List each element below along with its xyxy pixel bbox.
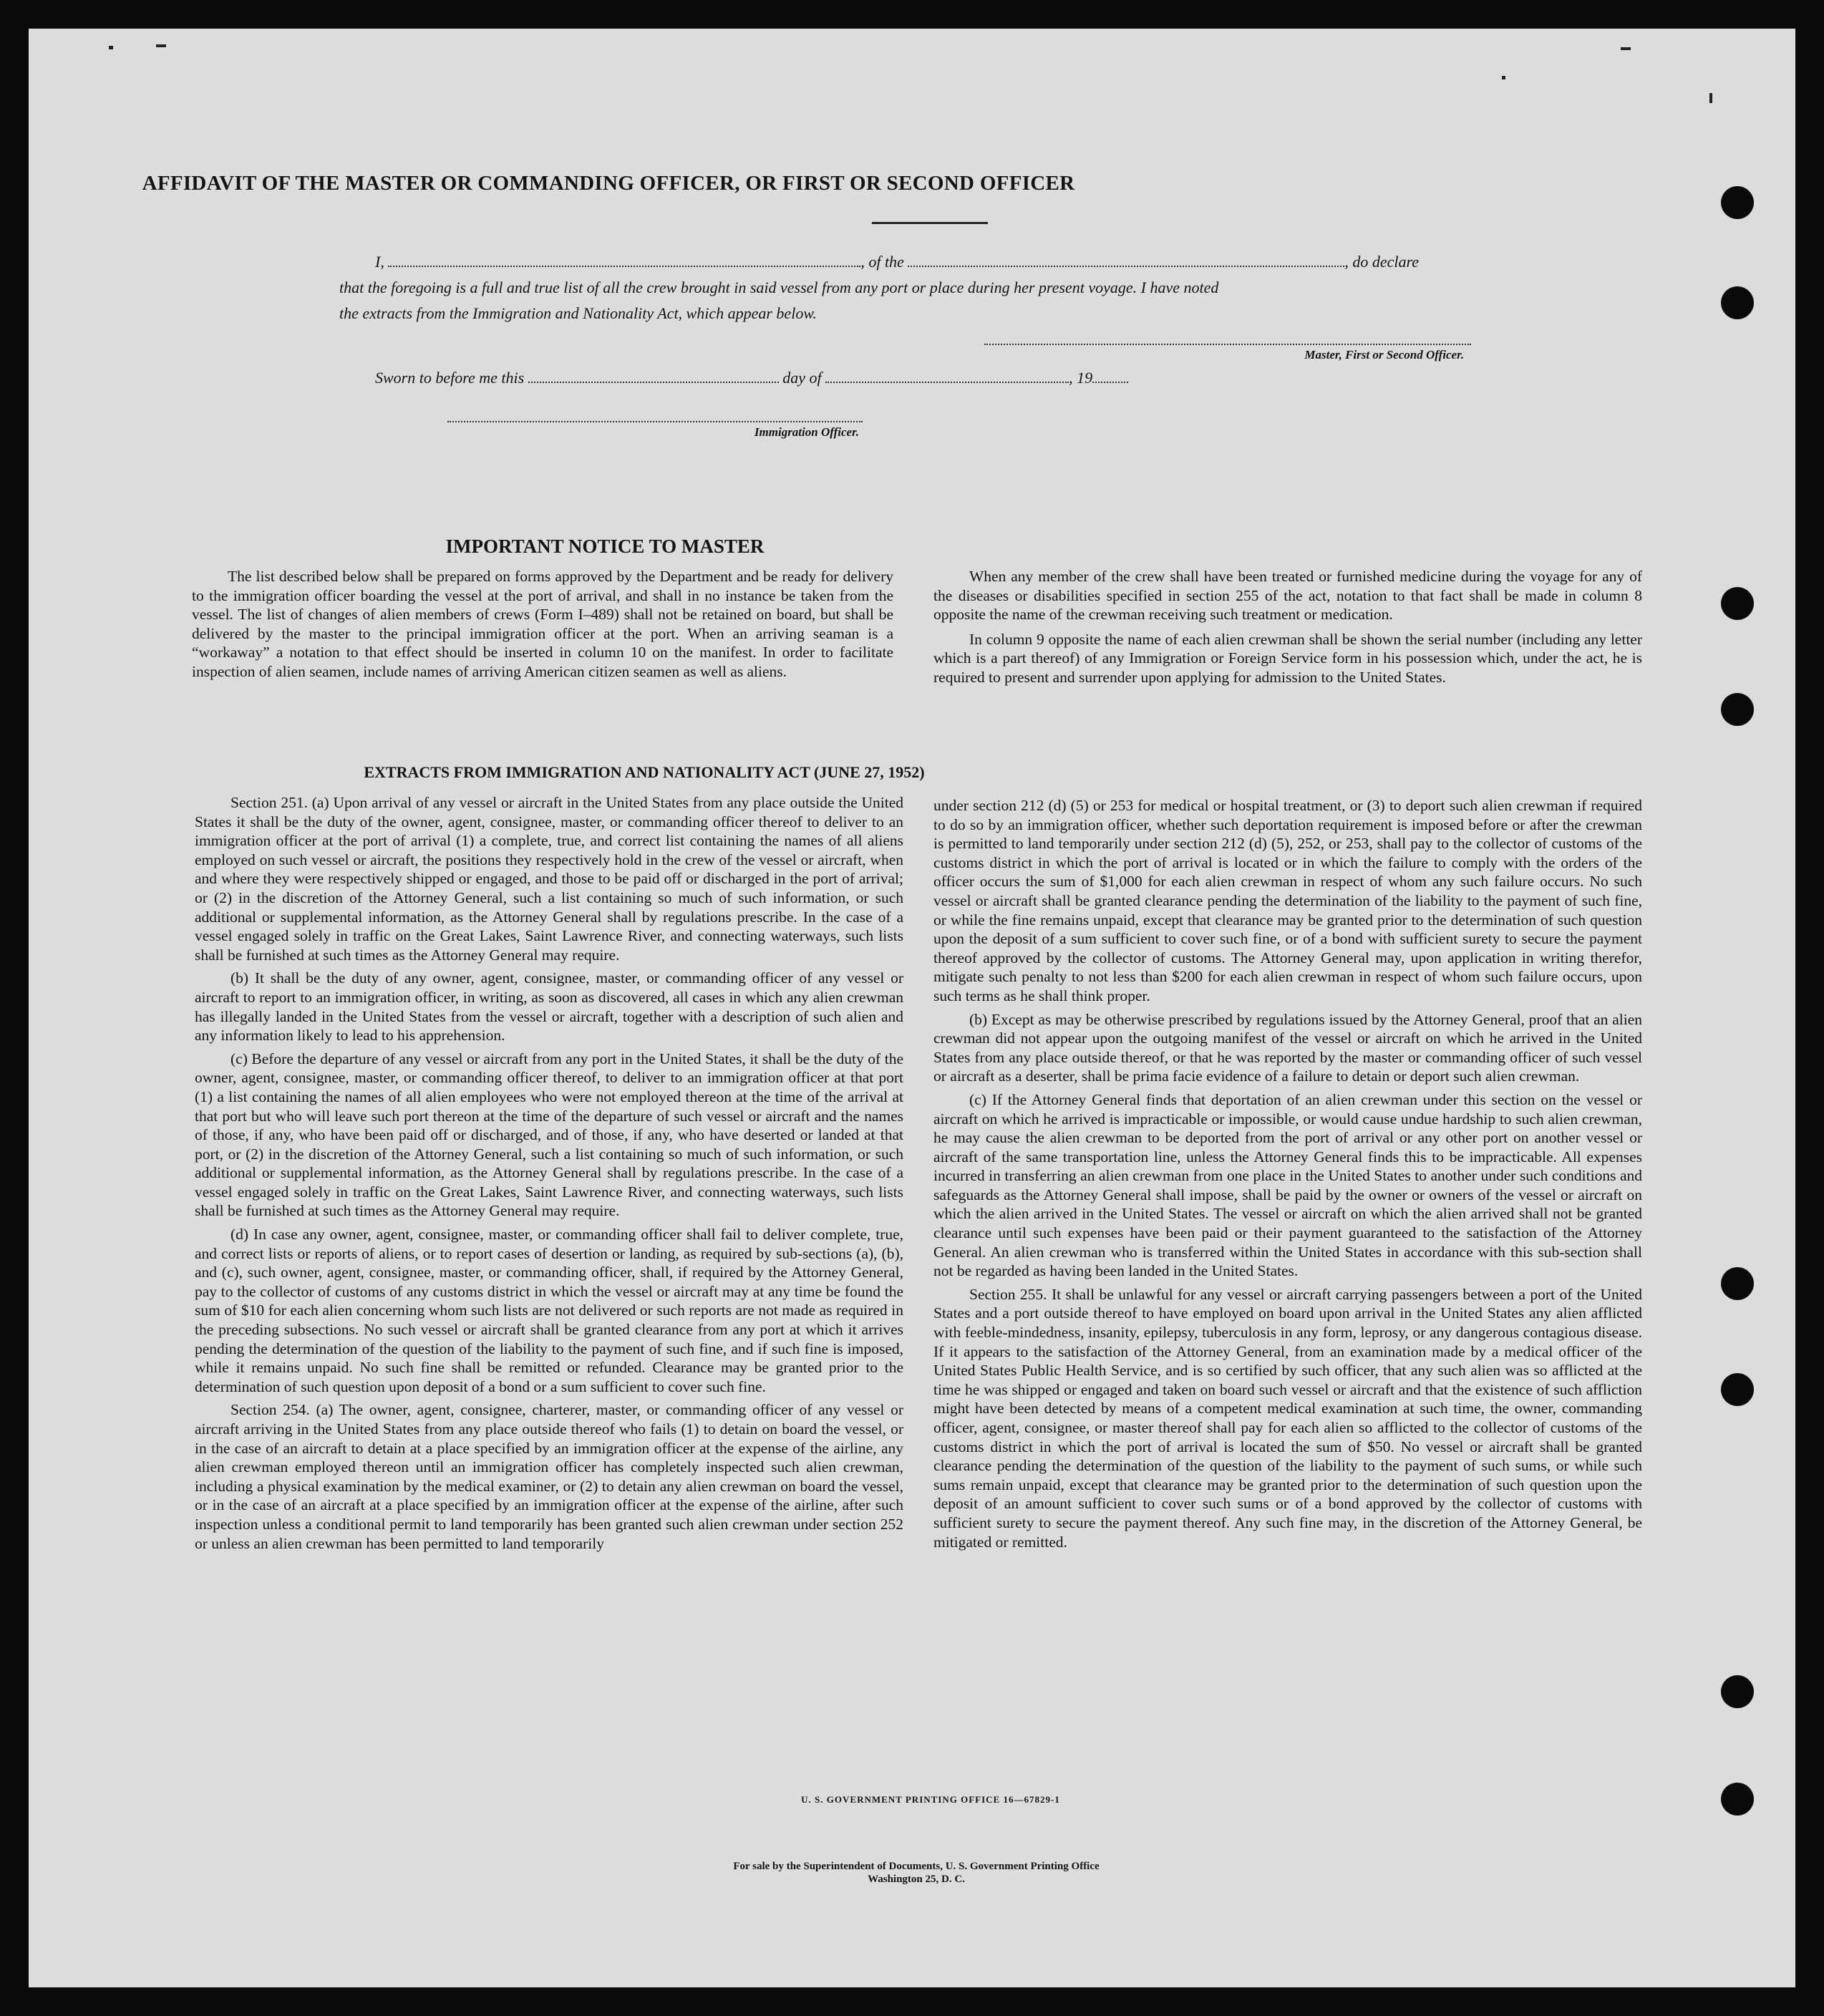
document-page xyxy=(29,29,1795,1987)
sworn-month-field[interactable] xyxy=(825,369,1069,383)
punch-hole xyxy=(1721,587,1754,620)
extracts-left-column xyxy=(195,793,903,1553)
section-254-a: Section 254. (a) The owner, agent, consignee, charterer, master, or commanding officer of any vessel or aircraft arriving in the United States from any place outside thereof who fails (1) to detain on board the vessel, or in the case of an aircraft to detain at a place specified by an immigration officer at the expense of the airline, any alien crewman employed thereon until an immigration officer has completely inspected such alien crewman, including a physical examination by the medical examiner, or (2) to detain any alien crewman on board the vessel, or in the case of an aircraft at a place specified by an immigration officer at the expense of the airline, after such inspection unless a conditional permit to land temporarily has been granted such alien crewman under section 252 or unless an alien crewman has been permitted to land temporarily xyxy=(195,1401,903,1552)
extracts-right-column xyxy=(933,796,1642,1551)
declaration-first-line xyxy=(375,249,1506,275)
sale-notice xyxy=(558,1860,1274,1886)
title-divider xyxy=(872,222,988,224)
section-251-a: Section 251. (a) Upon arrival of any vessel or aircraft in the United States from any place outside the United States it shall be the duty of the owner, agent, consignee, master, or commanding officer thereof to deliver to an immigration officer at the port of arrival (1) a complete, true, and correct list containing the names of all aliens employed on such vessel or aircraft, the positions they respectively hold in the crew of the vessel or aircraft, when and where they were respectively shipped or engaged, and those to be paid off or discharged in the port of arrival; or (2) in the discretion of the Attorney General, such a list containing so much of such information, or such additional or supplemental information, as the Attorney General shall by regulations prescribe. In the case of a vessel engaged solely in traffic on the Great Lakes, Saint Lawrence River, and connecting waterways, such lists shall be furnished at such times as the Attorney General may require. xyxy=(195,794,903,964)
scan-speck xyxy=(1502,76,1505,79)
punch-hole xyxy=(1721,1783,1754,1816)
punch-hole xyxy=(1721,693,1754,726)
notice-left-paragraph: The list described below shall be prepared on forms approved by the Department and be ready for delivery to the immigration officer boarding the vessel at the port of arrival, and shall in no instance be taken from the vessel. The list of changes of alien members of crews (Form I–489) shall not be retained on board, but shall be delivered by the master to the principal immigration officer at the port. When an arriving seaman is a “workaway” a notation to that effect should be inserted in column 10 on the manifest. In order to facilitate inspection of alien seamen, include names of arriving American citizen seamen as well as aliens. xyxy=(192,568,893,680)
immigration-officer-label: Immigration Officer. xyxy=(754,425,859,439)
sworn-day-field[interactable] xyxy=(528,369,779,383)
master-signature-label: Master, First or Second Officer. xyxy=(1304,348,1464,362)
of-the-label: , of the xyxy=(860,253,904,271)
scan-speck xyxy=(109,46,113,49)
section-254-a-continued: under section 212 (d) (5) or 253 for medical or hospital treatment, or (3) to deport such alien crewman if required to do so by an immigration officer, whether such deportation requirement is imposed before or after the crewman is permitted to land temporarily under section 212 (d) (5), 252, or 253, shall pay to the collector of customs of the customs district in which the port of arrival is located or in which the failure to comply with the orders of the officer occurs the sum of $1,000 for each alien crewman in respect of whom any such failure occurs. No such vessel or aircraft shall be granted clearance pending the determination of the liability to the payment of such fine, or while the fine remains unpaid, except that clearance may be granted prior to the determination of such question upon the deposit of a sum sufficient to cover such fine, or of a bond with sufficient surety to secure the payment thereof approved by the collector of customs. The Attorney General may, upon application in writing therefor, mitigate such penalty to not less than $200 for each alien crewman in respect of whom such failure occurs, upon such terms as he shall think proper. xyxy=(933,797,1642,1004)
notice-right-paragraph-2: In column 9 opposite the name of each alien crewman shall be shown the serial number (including any letter which is a part thereof) of any Immigration or Foreign Service form in his possession which, under the act, he is required to present and surrender upon applying for admission to the United States. xyxy=(933,630,1642,686)
notice-left-column xyxy=(192,567,893,682)
section-251-c: (c) Before the departure of any vessel or aircraft from any port in the United States, it shall be the duty of the owner, agent, consignee, master, or commanding officer thereof, to deliver to an immigration officer at that port (1) a list containing the names of all alien employees who were not employed thereon at the time of the arrival at that port but who will leave such port thereon at the time of the departure of such vessel or aircraft and the names of those, if any, who have been paid off or discharged, and of those, if any, who have deserted or landed at that port, or (2) in the discretion of the Attorney General, such a list containing so much of such information, or such additional or supplemental information, as the Attorney General shall by regulations prescribe. In the case of a vessel engaged solely in traffic on the Great Lakes, Saint Lawrence River, and connecting waterways, such lists shall be furnished at such times as the Attorney General may require. xyxy=(195,1050,903,1220)
sale-notice-line-2: Washington 25, D. C. xyxy=(868,1874,965,1885)
notice-right-column xyxy=(933,567,1642,687)
punch-hole xyxy=(1721,186,1754,219)
extracts-title: EXTRACTS FROM IMMIGRATION AND NATIONALITY ACT (JUNE 27, 1952) xyxy=(364,763,925,781)
master-name-field[interactable] xyxy=(388,253,860,267)
printing-office-code: U. S. GOVERNMENT PRINTING OFFICE 16—67829-1 xyxy=(801,1794,1060,1805)
scan-speck xyxy=(1621,47,1631,50)
section-254-b: (b) Except as may be otherwise prescribed by regulations issued by the Attorney General, proof that an alien crewman did not appear upon the outgoing manifest of the vessel or aircraft on which he arrived in the United States from any place outside thereof, or that he was reported by the master or commanding officer of such vessel or aircraft as a deserter, shall be prima facie evidence of a failure to detain or deport such alien crewman. xyxy=(933,1010,1642,1085)
sworn-label: Sworn to before me this xyxy=(375,369,525,387)
punch-hole xyxy=(1721,1675,1754,1708)
sworn-year-field[interactable] xyxy=(1092,369,1128,383)
punch-hole xyxy=(1721,1267,1754,1300)
master-signature-line[interactable] xyxy=(984,344,1471,345)
affidavit-title: AFFIDAVIT OF THE MASTER OR COMMANDING OFFICER, OR FIRST OR SECOND OFFICER xyxy=(142,172,1075,195)
punch-hole xyxy=(1721,286,1754,319)
day-of-label: day of xyxy=(782,369,822,387)
scan-speck xyxy=(1709,93,1712,103)
sale-notice-line-1: For sale by the Superintendent of Documents, U. S. Government Printing Office xyxy=(733,1861,1100,1872)
section-255: Section 255. It shall be unlawful for any vessel or aircraft carrying passengers between a port of the United States and a port outside thereof to have employed on board upon arrival in the United States any alien afflicted with feeble-mindedness, insanity, epilepsy, tuberculosis in any form, leprosy, or any dangerous contagious disease. If it appears to the satisfaction of the Attorney General, from an examination made by a medical officer of the United States Public Health Service, and is so certified by such officer, that any such alien was so afflicted at the time he was shipped or engaged and taken on board such vessel or aircraft and that the existence of such affliction might have been detected by means of a competent medical examination at such time, the owner, commanding officer, agent, consignee, or master thereof shall pay for each alien so afflicted to the collector of customs of the customs district in which the port of arrival is located the sum of $50. No vessel or aircraft shall be granted clearance pending the determination of the question of the liability to the payment of such sums, or while such sums remain unpaid, except that clearance may be granted prior to the determination of such question upon the deposit of an amount sufficient to cover such sums or of a bond approved by the collector of customs with sufficient surety to secure the payment thereof. Any such fine may, in the discretion of the Attorney General, be mitigated or remitted. xyxy=(933,1285,1642,1551)
vessel-name-field[interactable] xyxy=(908,253,1344,267)
notice-title: IMPORTANT NOTICE TO MASTER xyxy=(445,536,765,557)
punch-hole xyxy=(1721,1373,1754,1406)
year-label: , 19 xyxy=(1069,369,1093,387)
declaration-line-3: the extracts from the Immigration and Nationality Act, which appear below. xyxy=(339,304,817,322)
i-label: I, xyxy=(375,253,384,271)
section-254-c: (c) If the Attorney General finds that deportation of an alien crewman under this section on the vessel or aircraft on which he arrived is impracticable or impossible, or would cause undue hardship to such alien crewman, he may cause the alien crewman to be deported from the port of arrival or any other port on another vessel or aircraft of the same transportation line, unless the Attorney General finds this to be impracticable. All expenses incurred in transferring an alien crewman from one place in the United States to another under such conditions and safeguards as the Attorney General shall impose, shall be paid by the owner or owners of the vessel or aircraft on which the alien arrived in the United States. The vessel or aircraft on which the alien arrived shall not be granted clearance until such expenses have been paid or their payment guaranteed to the satisfaction of the Attorney General. An alien crewman who is transferred within the United States in accordance with this sub-section shall not be regarded as having been landed in the United States. xyxy=(933,1090,1642,1280)
notice-right-paragraph-1: When any member of the crew shall have been treated or furnished medicine during the voyage for any of the diseases or disabilities specified in section 255 of the act, notation to that fact shall be made in column 8 opposite the name of the crewman receiving such treatment or medication. xyxy=(933,568,1642,624)
section-251-d: (d) In case any owner, agent, consignee, master, or commanding officer shall fail to deliver complete, true, and correct lists or reports of aliens, or to report cases of desertion or landing, as required by sub-sections (a), (b), and (c), such owner, agent, consignee, master, or commanding officer, shall, if required by the Attorney General, pay to the collector of customs of any customs district in which the vessel or aircraft may at any time be found the sum of $10 for each alien concerning whom such lists are not delivered or such reports are not made as required in the preceding subsections. No such vessel or aircraft shall be granted clearance from any port at which it arrives pending the determination of the question of the liability to the payment of such fine, and if such fine is imposed, while it remains unpaid. No such fine shall be remitted or refunded. Clearance may be granted prior to the determination of such question upon deposit of a bond or a sum sufficient to cover such fine. xyxy=(195,1226,903,1395)
scan-speck xyxy=(156,44,166,47)
declaration-line-2: that the foregoing is a full and true list of all the crew brought in said vessel from any port or place during her present voyage. I have noted xyxy=(339,278,1219,296)
sworn-line xyxy=(375,365,1306,391)
immigration-officer-signature-line[interactable] xyxy=(447,421,863,422)
section-251-b: (b) It shall be the duty of any owner, agent, consignee, master, or commanding officer of any vessel or aircraft to report to an immigration officer, in writing, as soon as discovered, all cases in which any alien crewman has illegally landed in the United States from the vessel or aircraft, together with a description of such alien and any information likely to lead to his apprehension. xyxy=(195,969,903,1045)
do-declare-label: , do declare xyxy=(1344,253,1419,271)
